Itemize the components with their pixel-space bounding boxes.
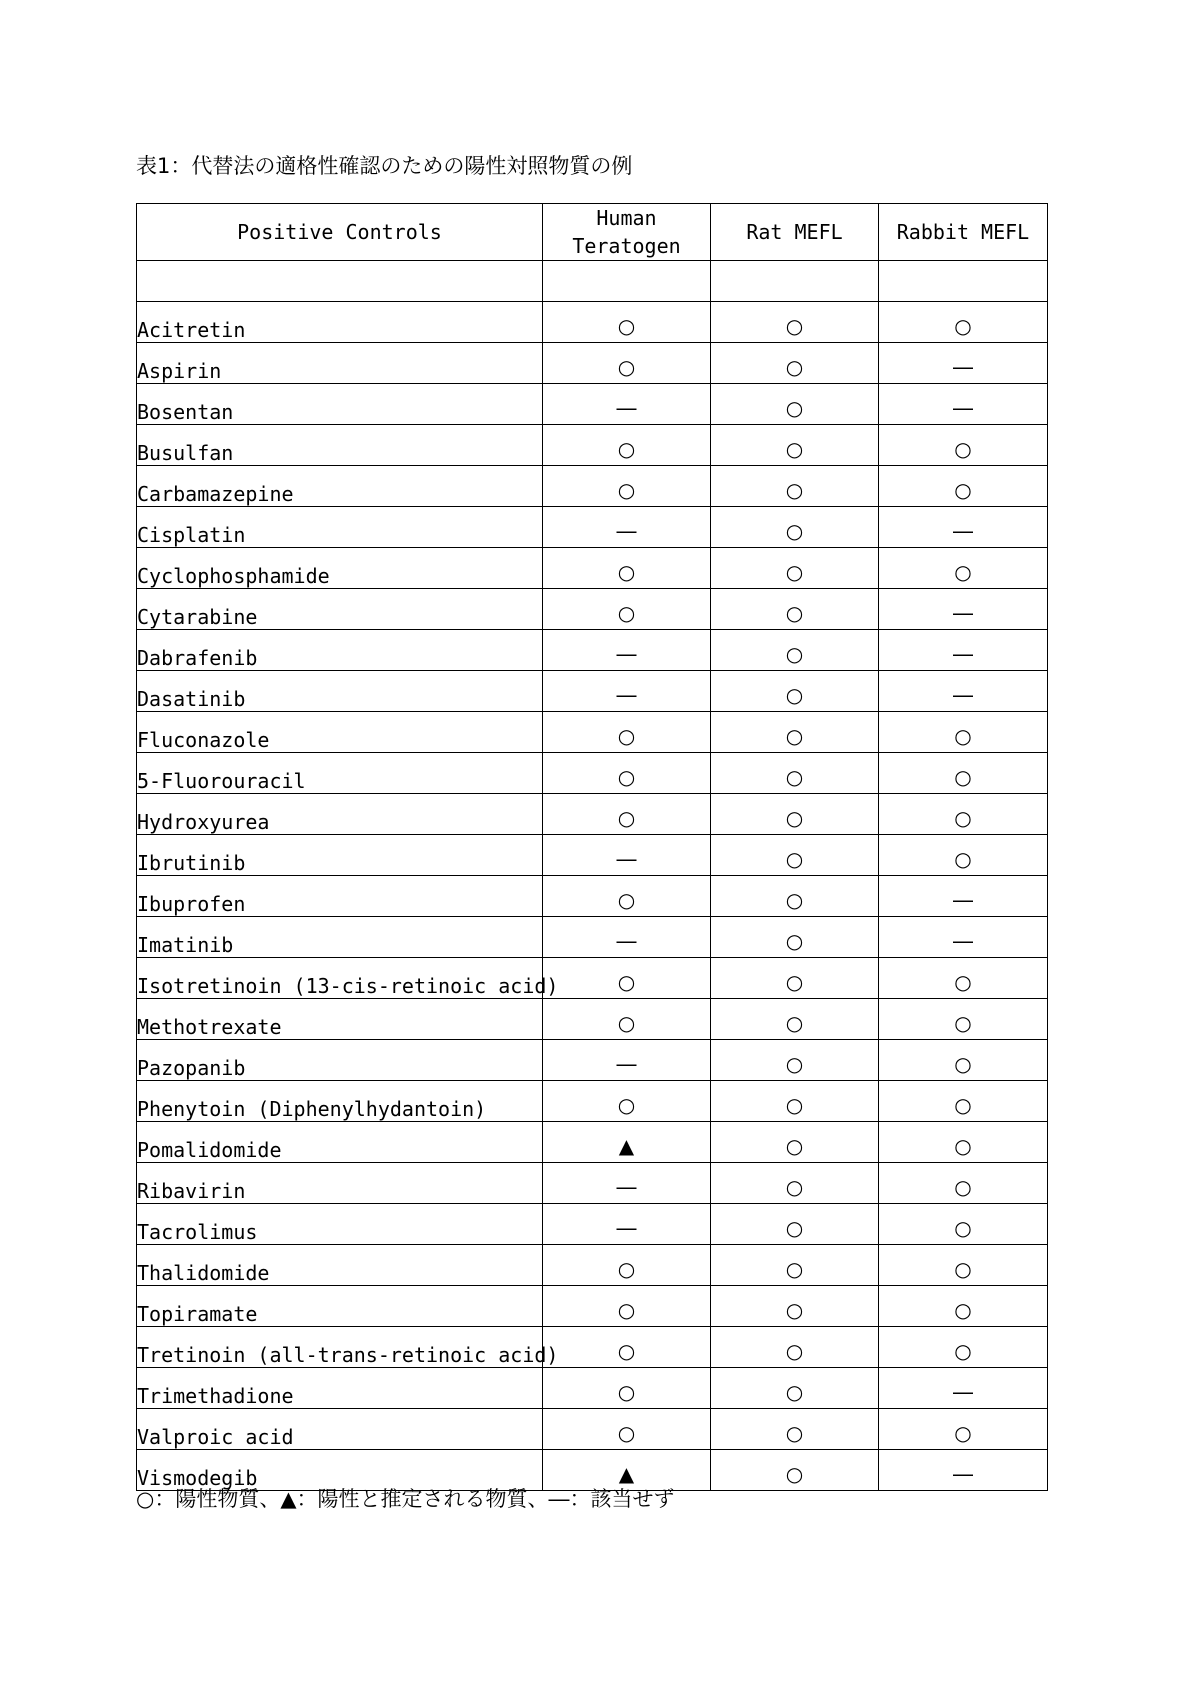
human-mark: ○ xyxy=(617,888,636,912)
rabbit-mark: ○ xyxy=(954,1216,972,1240)
table-row xyxy=(137,958,1048,999)
rabbit-mark-cell xyxy=(879,794,1048,835)
human-mark-cell xyxy=(543,548,711,589)
table-row xyxy=(137,1245,1048,1286)
rat-mark-cell xyxy=(711,958,879,999)
compound-name: Vismodegib xyxy=(137,1450,543,1491)
rat-mark-cell xyxy=(711,384,879,425)
compound-name: Fluconazole xyxy=(137,712,543,753)
rat-mark: ○ xyxy=(785,1134,804,1158)
human-mark-cell xyxy=(543,835,711,876)
rat-mark-cell xyxy=(711,794,879,835)
compound-name: Dasatinib xyxy=(137,671,543,712)
rat-mark-cell xyxy=(711,999,879,1040)
rat-mark-cell xyxy=(711,630,879,671)
human-mark: ○ xyxy=(617,314,636,338)
rat-mark-cell xyxy=(711,753,879,794)
compound-name: Tretinoin (all-trans-retinoic acid) xyxy=(137,1327,543,1368)
rabbit-mark: ○ xyxy=(954,970,972,994)
rat-mark: ○ xyxy=(785,355,804,379)
human-mark: ○ xyxy=(617,1011,636,1035)
compound-name: Carbamazepine xyxy=(137,466,543,507)
rat-mark-cell xyxy=(711,1327,879,1368)
rat-mark-cell xyxy=(711,343,879,384)
rat-mark-cell xyxy=(711,507,879,548)
rat-mark: ○ xyxy=(785,1339,804,1363)
table-row xyxy=(137,753,1048,794)
table-row xyxy=(137,384,1048,425)
header-row xyxy=(137,204,1048,261)
rabbit-mark-cell xyxy=(879,999,1048,1040)
rabbit-mark: ○ xyxy=(954,1339,972,1363)
rabbit-mark-cell xyxy=(879,917,1048,958)
human-mark-cell xyxy=(543,1040,711,1081)
rabbit-mark: ○ xyxy=(954,765,972,789)
human-mark: ○ xyxy=(617,970,636,994)
human-mark-cell xyxy=(543,1245,711,1286)
compound-name: Ribavirin xyxy=(137,1163,543,1204)
rat-mark-cell xyxy=(711,712,879,753)
human-mark: ○ xyxy=(617,560,636,584)
rat-mark: ○ xyxy=(785,1093,804,1117)
human-mark-cell xyxy=(543,876,711,917)
rabbit-mark-cell xyxy=(879,507,1048,548)
table-row xyxy=(137,876,1048,917)
rat-mark-cell xyxy=(711,466,879,507)
table-row xyxy=(137,671,1048,712)
rat-mark-cell xyxy=(711,1081,879,1122)
rabbit-mark: ○ xyxy=(954,1175,972,1199)
table-row xyxy=(137,343,1048,384)
rabbit-mark-cell xyxy=(879,1450,1048,1491)
compound-name: Hydroxyurea xyxy=(137,794,543,835)
human-mark-cell xyxy=(543,302,711,343)
human-mark-cell xyxy=(543,466,711,507)
human-mark: ― xyxy=(616,1175,637,1199)
rat-mark-cell xyxy=(711,1409,879,1450)
compound-name: Bosentan xyxy=(137,384,543,425)
table-row xyxy=(137,1286,1048,1327)
compound-name: Cytarabine xyxy=(137,589,543,630)
table-row xyxy=(137,712,1048,753)
rat-mark: ○ xyxy=(785,724,804,748)
table-row xyxy=(137,1040,1048,1081)
human-mark-cell xyxy=(543,1163,711,1204)
rabbit-mark-cell xyxy=(879,835,1048,876)
rabbit-mark: ○ xyxy=(954,1134,972,1158)
rat-mark: ○ xyxy=(785,1011,804,1035)
rat-mark: ○ xyxy=(785,1421,804,1445)
rabbit-mark: ― xyxy=(953,355,973,379)
rabbit-mark: ― xyxy=(953,1462,973,1486)
rabbit-mark-cell xyxy=(879,958,1048,999)
rabbit-mark: ○ xyxy=(954,314,972,338)
compound-name: Aspirin xyxy=(137,343,543,384)
human-mark-cell xyxy=(543,1409,711,1450)
human-mark: ○ xyxy=(617,355,636,379)
human-mark-cell xyxy=(543,507,711,548)
table-row xyxy=(137,1204,1048,1245)
rat-mark-cell xyxy=(711,1122,879,1163)
rabbit-mark: ○ xyxy=(954,1052,972,1076)
human-mark-cell xyxy=(543,958,711,999)
compound-name: Ibuprofen xyxy=(137,876,543,917)
table-row xyxy=(137,1368,1048,1409)
compound-name: 5-Fluorouracil xyxy=(137,753,543,794)
rabbit-mark: ○ xyxy=(954,806,972,830)
rat-mark-cell xyxy=(711,1286,879,1327)
table-caption: 表1：代替法の適格性確認のための陽性対照物質の例 xyxy=(136,154,633,178)
rat-mark-cell xyxy=(711,302,879,343)
compound-name: Thalidomide xyxy=(137,1245,543,1286)
rat-mark: ○ xyxy=(785,1216,804,1240)
rabbit-mark-cell xyxy=(879,712,1048,753)
table-body xyxy=(137,261,1048,1491)
table-row xyxy=(137,1163,1048,1204)
header-human-teratogen xyxy=(543,204,711,261)
table-row xyxy=(137,1409,1048,1450)
compound-name: Busulfan xyxy=(137,425,543,466)
table-legend: ○：陽性物質、▲：陽性と推定される物質、―：該当せず xyxy=(136,1487,675,1511)
rabbit-mark-cell xyxy=(879,1286,1048,1327)
rat-mark-cell xyxy=(711,589,879,630)
human-mark: ○ xyxy=(617,601,636,625)
rat-mark-cell xyxy=(711,671,879,712)
rabbit-mark-cell xyxy=(879,1163,1048,1204)
table-row xyxy=(137,1327,1048,1368)
rabbit-mark-cell xyxy=(879,630,1048,671)
rat-mark: ○ xyxy=(785,478,804,502)
human-mark-cell xyxy=(543,1327,711,1368)
table-row xyxy=(137,425,1048,466)
rabbit-mark-cell xyxy=(879,1122,1048,1163)
rat-mark-cell xyxy=(711,876,879,917)
compound-name: Phenytoin (Diphenylhydantoin) xyxy=(137,1081,543,1122)
human-mark-cell xyxy=(543,753,711,794)
rat-mark: ○ xyxy=(785,396,804,420)
human-mark-cell xyxy=(543,1204,711,1245)
rabbit-mark: ― xyxy=(953,929,973,953)
human-mark: ― xyxy=(616,847,637,871)
human-mark: ○ xyxy=(617,1380,636,1404)
table-row xyxy=(137,630,1048,671)
rat-mark: ○ xyxy=(785,601,804,625)
table-row xyxy=(137,507,1048,548)
rabbit-mark-cell xyxy=(879,671,1048,712)
human-mark: ○ xyxy=(617,765,636,789)
human-mark: ― xyxy=(616,396,637,420)
rat-mark-cell xyxy=(711,1450,879,1491)
human-mark-cell xyxy=(543,1122,711,1163)
header-spacer-row xyxy=(137,261,1048,302)
rat-mark: ○ xyxy=(785,765,804,789)
rabbit-mark: ― xyxy=(953,642,973,666)
human-mark-cell xyxy=(543,1286,711,1327)
human-mark: ○ xyxy=(617,1257,636,1281)
rat-mark: ○ xyxy=(785,970,804,994)
rat-mark: ○ xyxy=(785,314,804,338)
rat-mark-cell xyxy=(711,425,879,466)
table-row xyxy=(137,917,1048,958)
compound-name: Cisplatin xyxy=(137,507,543,548)
human-mark-cell xyxy=(543,1368,711,1409)
table-row xyxy=(137,999,1048,1040)
rabbit-mark: ○ xyxy=(954,437,972,461)
rabbit-mark-cell xyxy=(879,1081,1048,1122)
human-mark: ▲ xyxy=(618,1462,635,1486)
compound-name: Ibrutinib xyxy=(137,835,543,876)
rat-mark-cell xyxy=(711,835,879,876)
rabbit-mark: ○ xyxy=(954,478,972,502)
table-row xyxy=(137,835,1048,876)
table-row xyxy=(137,466,1048,507)
human-mark: ― xyxy=(616,683,637,707)
header-rat-mefl: Rat MEFL xyxy=(711,204,879,261)
rabbit-mark: ○ xyxy=(954,1298,972,1322)
human-mark-cell xyxy=(543,794,711,835)
human-mark: ○ xyxy=(617,437,636,461)
header-positive-controls: Positive Controls xyxy=(137,204,543,261)
compound-name: Acitretin xyxy=(137,302,543,343)
rat-mark-cell xyxy=(711,1245,879,1286)
rabbit-mark-cell xyxy=(879,1245,1048,1286)
rabbit-mark-cell xyxy=(879,548,1048,589)
rat-mark-cell xyxy=(711,1040,879,1081)
rat-mark: ○ xyxy=(785,847,804,871)
compound-name: Topiramate xyxy=(137,1286,543,1327)
table-row xyxy=(137,1081,1048,1122)
compound-name: Valproic acid xyxy=(137,1409,543,1450)
human-mark: ○ xyxy=(617,478,636,502)
compound-name: Isotretinoin (13-cis-retinoic acid) xyxy=(137,958,543,999)
rabbit-mark: ○ xyxy=(954,1421,972,1445)
rabbit-mark: ― xyxy=(953,519,973,543)
rat-mark: ○ xyxy=(785,888,804,912)
rat-mark: ○ xyxy=(785,1052,804,1076)
rat-mark: ○ xyxy=(785,806,804,830)
rabbit-mark: ○ xyxy=(954,560,972,584)
rat-mark-cell xyxy=(711,1204,879,1245)
rabbit-mark-cell xyxy=(879,1368,1048,1409)
rat-mark: ○ xyxy=(785,1380,804,1404)
rat-mark: ○ xyxy=(785,437,804,461)
rabbit-mark-cell xyxy=(879,343,1048,384)
human-mark: ○ xyxy=(617,1093,636,1117)
human-mark-cell xyxy=(543,671,711,712)
compound-name: Dabrafenib xyxy=(137,630,543,671)
rabbit-mark-cell xyxy=(879,753,1048,794)
human-mark-cell xyxy=(543,425,711,466)
compound-name: Pazopanib xyxy=(137,1040,543,1081)
rabbit-mark-cell xyxy=(879,384,1048,425)
table-row xyxy=(137,1122,1048,1163)
compound-name: Cyclophosphamide xyxy=(137,548,543,589)
header-human-teratogen-line1: Human xyxy=(596,206,657,230)
rabbit-mark: ○ xyxy=(954,724,972,748)
human-mark: ○ xyxy=(617,806,636,830)
human-mark-cell xyxy=(543,712,711,753)
rat-mark: ○ xyxy=(785,642,804,666)
rat-mark-cell xyxy=(711,917,879,958)
human-mark-cell xyxy=(543,630,711,671)
rabbit-mark: ― xyxy=(953,683,973,707)
human-mark: ― xyxy=(616,1216,637,1240)
rabbit-mark-cell xyxy=(879,589,1048,630)
rabbit-mark: ― xyxy=(953,1380,973,1404)
human-mark-cell xyxy=(543,999,711,1040)
rabbit-mark: ○ xyxy=(954,1257,972,1281)
human-mark: ― xyxy=(616,642,637,666)
compound-name: Imatinib xyxy=(137,917,543,958)
header-rabbit-mefl: Rabbit MEFL xyxy=(879,204,1048,261)
compound-name: Pomalidomide xyxy=(137,1122,543,1163)
rabbit-mark: ○ xyxy=(954,1093,972,1117)
human-mark-cell xyxy=(543,384,711,425)
table-row xyxy=(137,589,1048,630)
human-mark-cell xyxy=(543,917,711,958)
rat-mark: ○ xyxy=(785,519,804,543)
human-mark: ― xyxy=(616,519,637,543)
rat-mark: ○ xyxy=(785,683,804,707)
rat-mark: ○ xyxy=(785,929,804,953)
rabbit-mark: ― xyxy=(953,601,973,625)
rat-mark: ○ xyxy=(785,1462,804,1486)
rabbit-mark: ○ xyxy=(954,847,972,871)
rabbit-mark-cell xyxy=(879,466,1048,507)
rat-mark: ○ xyxy=(785,560,804,584)
table-row xyxy=(137,548,1048,589)
positive-controls-table xyxy=(136,203,1048,1491)
table-row xyxy=(137,302,1048,343)
rabbit-mark-cell xyxy=(879,1327,1048,1368)
human-mark: ▲ xyxy=(618,1134,635,1158)
rat-mark: ○ xyxy=(785,1175,804,1199)
human-mark-cell xyxy=(543,1081,711,1122)
human-mark: ○ xyxy=(617,724,636,748)
rat-mark-cell xyxy=(711,548,879,589)
human-mark-cell xyxy=(543,589,711,630)
rabbit-mark-cell xyxy=(879,1040,1048,1081)
human-mark: ― xyxy=(616,929,637,953)
rat-mark: ○ xyxy=(785,1257,804,1281)
compound-name: Tacrolimus xyxy=(137,1204,543,1245)
rabbit-mark: ○ xyxy=(954,1011,972,1035)
rabbit-mark-cell xyxy=(879,1204,1048,1245)
human-mark-cell xyxy=(543,343,711,384)
human-mark: ○ xyxy=(617,1298,636,1322)
rabbit-mark-cell xyxy=(879,302,1048,343)
rat-mark-cell xyxy=(711,1368,879,1409)
human-mark: ○ xyxy=(617,1421,636,1445)
compound-name: Trimethadione xyxy=(137,1368,543,1409)
human-mark: ― xyxy=(616,1052,637,1076)
rabbit-mark-cell xyxy=(879,425,1048,466)
compound-name: Methotrexate xyxy=(137,999,543,1040)
rabbit-mark-cell xyxy=(879,876,1048,917)
rabbit-mark-cell xyxy=(879,1409,1048,1450)
rat-mark-cell xyxy=(711,1163,879,1204)
header-human-teratogen-line2: Teratogen xyxy=(572,234,681,258)
rabbit-mark: ― xyxy=(953,888,973,912)
human-mark: ○ xyxy=(617,1339,636,1363)
rabbit-mark: ― xyxy=(953,396,973,420)
rat-mark: ○ xyxy=(785,1298,804,1322)
table-row xyxy=(137,794,1048,835)
